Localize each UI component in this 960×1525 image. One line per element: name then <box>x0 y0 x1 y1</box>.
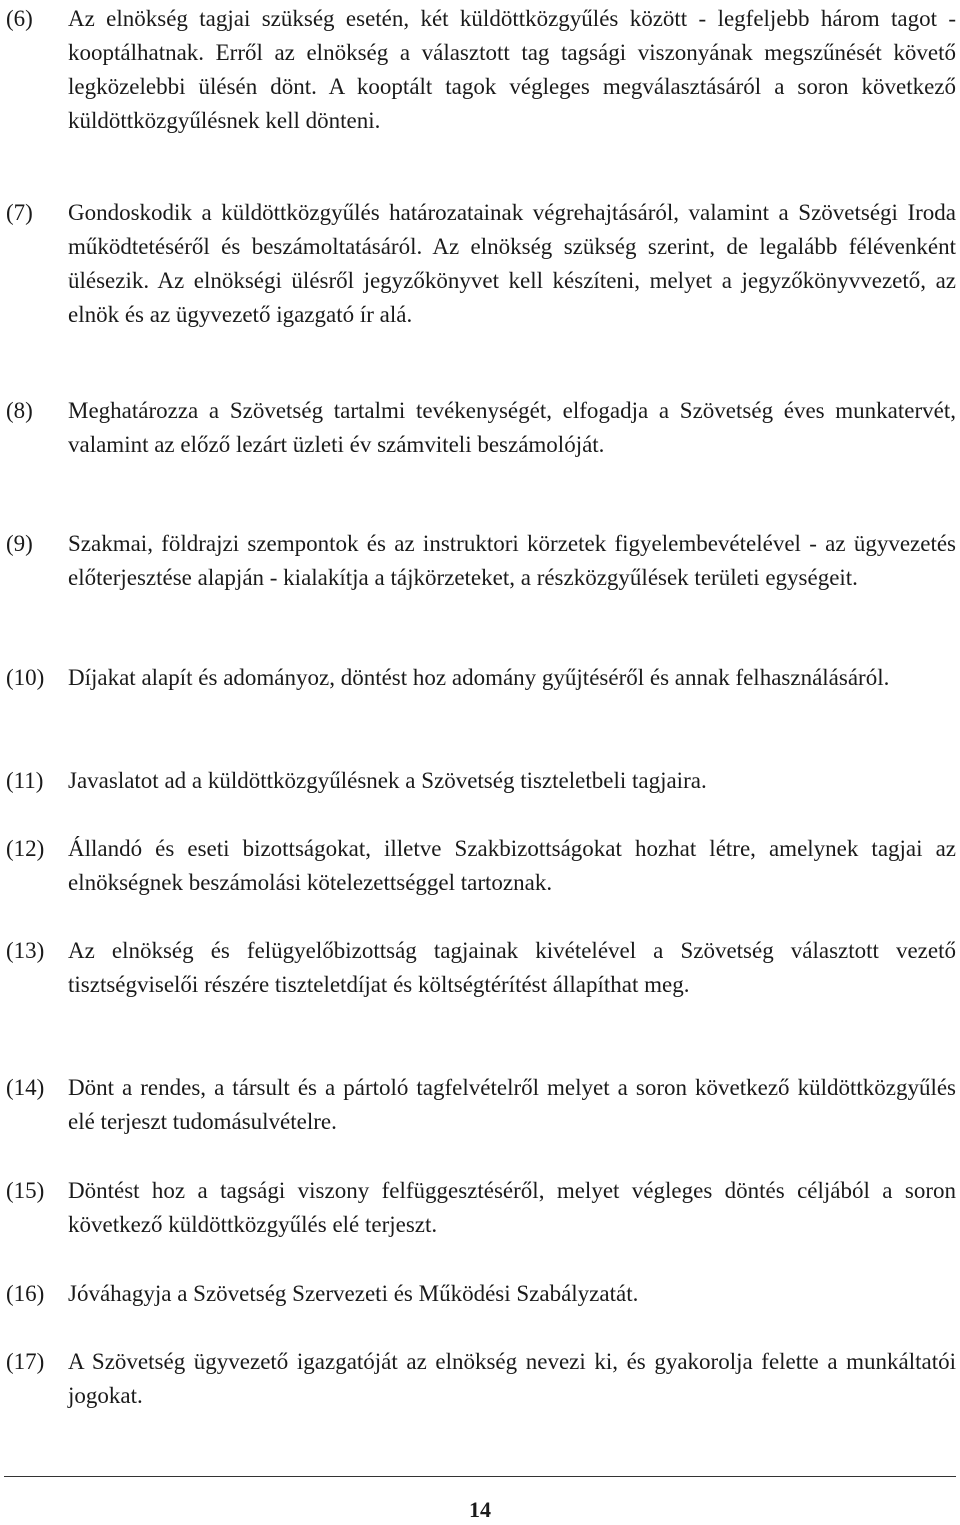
paragraph-number: (6) <box>6 6 33 31</box>
footer-divider <box>4 1476 956 1477</box>
paragraph-number: (10) <box>6 665 45 690</box>
paragraph-text: Jóváhagyja a Szövetség Szervezeti és Működési Szabályzatát. <box>68 1281 639 1306</box>
paragraph-text: Állandó és eseti bizottságokat, illetve Szakbizottságokat hozhat létre, amelynek tagjai az elnökségnek beszámolási kötelezettséggel tartoznak. <box>68 836 956 895</box>
paragraph-item-6 <box>0 2 958 138</box>
paragraph-item-12 <box>0 832 958 900</box>
paragraph-item-9 <box>0 527 958 595</box>
paragraph-text: Dönt a rendes, a társult és a pártoló tagfelvételről melyet a soron következő küldöttközgyűlés elé terjeszt tudomásulvételre. <box>68 1075 956 1134</box>
paragraph-text: Díjakat alapít és adományoz, döntést hoz adomány gyűjtéséről és annak felhasználásáról. <box>68 665 890 690</box>
paragraph-item-17 <box>0 1345 958 1413</box>
paragraph-text: Gondoskodik a küldöttközgyűlés határozatainak végrehajtásáról, valamint a Szövetségi Iroda működtetéséről és beszámoltatásáról. Az elnökség szükség szerint, de legalább félévenként ülésezik. Az elnökségi ülésről jegyzőkönyvet kell készíteni, melyet a jegyzőkönyvvezető, az elnök és az ügyvezető igazgató ír alá. <box>68 200 956 327</box>
paragraph-number: (9) <box>6 531 33 556</box>
paragraph-number: (11) <box>6 768 44 793</box>
paragraph-text: Döntést hoz a tagsági viszony felfüggesztéséről, melyet végleges döntés céljából a soron következő küldöttközgyűlés elé terjeszt. <box>68 1178 956 1237</box>
paragraph-text: Az elnökség tagjai szükség esetén, két küldöttközgyűlés között - legfeljebb három tagot - kooptálhatnak. Erről az elnökség a választott tag tagsági viszonyának megszűnését követő legközelebbi ülésén dönt. A kooptált tagok végleges megválasztásáról a soron következő küldöttközgyűlésnek kell dönteni. <box>68 6 956 133</box>
paragraph-item-13 <box>0 934 958 1002</box>
paragraph-number: (8) <box>6 398 33 423</box>
paragraph-item-8 <box>0 394 958 462</box>
page-number: 14 <box>469 1497 491 1522</box>
paragraph-text: A Szövetség ügyvezető igazgatóját az elnökség nevezi ki, és gyakorolja felette a munkáltatói jogokat. <box>68 1349 956 1408</box>
paragraph-text: Az elnökség és felügyelőbizottság tagjainak kivételével a Szövetség választott vezető tisztségviselői részére tiszteletdíjat és költségtérítést állapíthat meg. <box>68 938 956 997</box>
paragraph-text: Javaslatot ad a küldöttközgyűlésnek a Szövetség tiszteletbeli tagjaira. <box>68 768 707 793</box>
paragraph-number: (12) <box>6 836 45 861</box>
paragraph-number: (16) <box>6 1281 45 1306</box>
paragraph-item-11 <box>0 764 958 798</box>
paragraph-item-14 <box>0 1071 958 1139</box>
paragraph-item-10 <box>0 661 958 695</box>
paragraph-item-7 <box>0 196 958 332</box>
paragraph-item-15 <box>0 1174 958 1242</box>
paragraph-item-16 <box>0 1277 958 1311</box>
paragraph-number: (15) <box>6 1178 45 1203</box>
paragraph-number: (7) <box>6 200 33 225</box>
paragraph-text: Meghatározza a Szövetség tartalmi tevékenységét, elfogadja a Szövetség éves munkatervét, valamint az előző lezárt üzleti év számviteli beszámolóját. <box>68 398 956 457</box>
paragraph-number: (13) <box>6 938 45 963</box>
paragraph-number: (17) <box>6 1349 45 1374</box>
paragraph-text: Szakmai, földrajzi szempontok és az instruktori körzetek figyelembevételével - az ügyvezetés előterjesztése alapján - kialakítja a tájkörzeteket, a részközgyűlések területi egységeit. <box>68 531 956 590</box>
paragraph-number: (14) <box>6 1075 45 1100</box>
